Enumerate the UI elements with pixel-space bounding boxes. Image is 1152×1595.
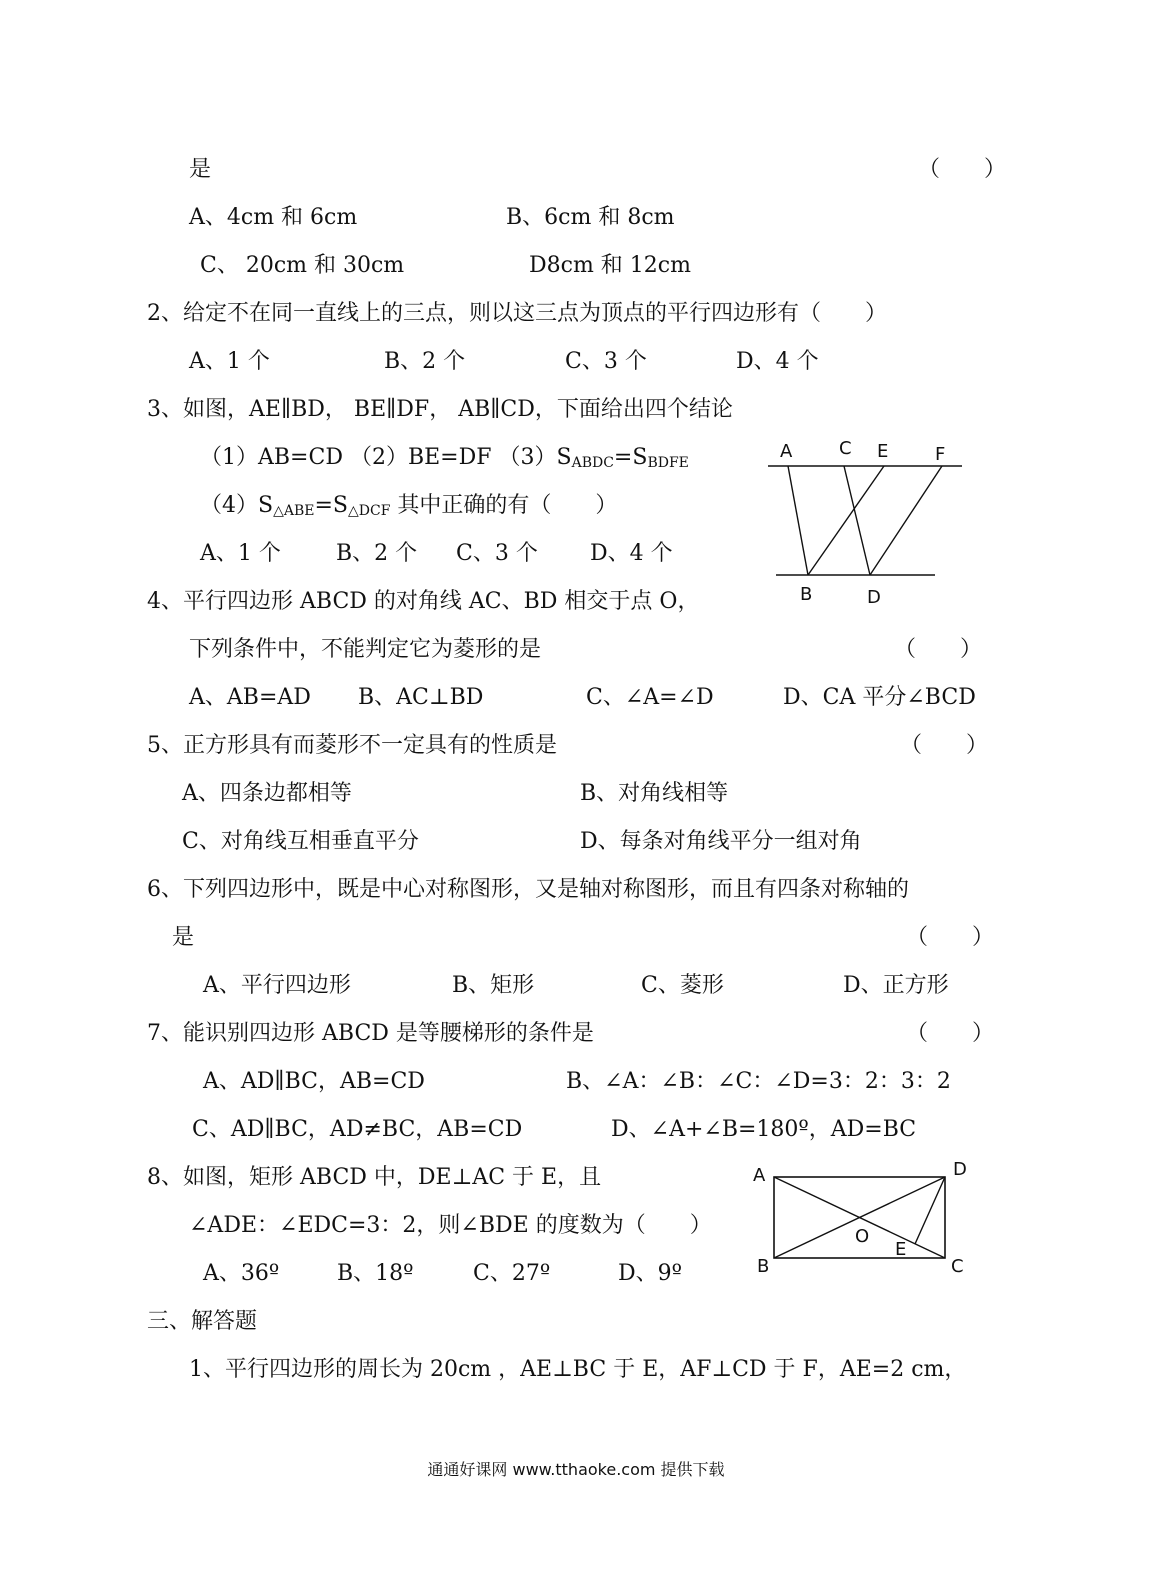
q4-option-d: D、CA 平分∠BCD <box>783 685 976 710</box>
q5-option-b: B、对角线相等 <box>580 781 729 806</box>
q6-text: 6、下列四边形中，既是中心对称图形，又是轴对称图形，而且有四条对称轴的 <box>147 877 909 902</box>
answer-paren-q6: （ ） <box>906 925 995 950</box>
fig1-label-b: B <box>800 584 813 605</box>
q3-statement-1: （1）AB=CD （2）BE=DF $(3)S_{ABDC}=S_{BDFE}$ <box>200 445 689 471</box>
fig2-label-d: D <box>953 1159 967 1180</box>
q6-option-d: D、正方形 <box>843 973 949 998</box>
q8-option-a: A、36º <box>203 1261 280 1286</box>
answer-paren-q4: （ ） <box>894 637 983 662</box>
q1-option-c: C、 20cm 和 30cm <box>200 253 405 278</box>
q5-option-d: D、每条对角线平分一组对角 <box>580 829 862 854</box>
q2-option-d: D、4 个 <box>736 349 819 374</box>
q4-text: 4、平行四边形 ABCD 的对角线 AC、BD 相交于点 O， <box>147 589 700 614</box>
answer-paren-q1: （ ） <box>918 157 1007 182</box>
fig1-label-d: D <box>867 587 881 608</box>
fig1-label-e: E <box>877 441 889 462</box>
q4-option-c: C、∠A=∠D <box>586 685 714 710</box>
q8-option-d: D、9º <box>618 1261 682 1286</box>
figure-parallel-lines <box>760 430 970 615</box>
q3-text: 3、如图，AE∥BD， BE∥DF， AB∥CD，下面给出四个结论 <box>147 397 733 422</box>
q6-option-b: B、矩形 <box>452 973 535 998</box>
footer-credit: 通通好课网 www.tthaoke.com 提供下载 <box>427 1460 725 1479</box>
q4-option-b: B、AC⊥BD <box>358 685 484 710</box>
fig2-label-o: O <box>855 1226 870 1247</box>
q2-option-c: C、3 个 <box>565 349 647 374</box>
q7-option-a: A、AD∥BC，AB=CD <box>203 1069 425 1094</box>
q1-continuation: 是 <box>189 157 212 182</box>
answer-paren-q5: （ ） <box>900 733 989 758</box>
q5-text: 5、正方形具有而菱形不一定具有的性质是 <box>147 733 557 758</box>
answer-paren-q7: （ ） <box>906 1021 995 1046</box>
q4-option-a: A、AB=AD <box>189 685 311 710</box>
q5-option-c: C、对角线互相垂直平分 <box>182 829 419 854</box>
q1-option-b: B、6cm 和 8cm <box>506 205 675 230</box>
q7-option-b: B、∠A：∠B：∠C：∠D=3：2：3：2 <box>566 1069 951 1094</box>
q3-option-b: B、2 个 <box>336 541 418 566</box>
q3-option-d: D、4 个 <box>590 541 673 566</box>
section-3-heading: 三、解答题 <box>147 1309 258 1334</box>
q2-option-a: A、1 个 <box>189 349 270 374</box>
q7-option-d: D、∠A+∠B=180º，AD=BC <box>611 1117 917 1142</box>
q4-text-2: 下列条件中，不能判定它为菱形的是 <box>189 637 542 662</box>
q7-text: 7、能识别四边形 ABCD 是等腰梯形的条件是 <box>147 1021 594 1046</box>
q2-text: 2、给定不在同一直线上的三点，则以这三点为顶点的平行四边形有（ ） <box>147 301 887 326</box>
q6-text-2: 是 <box>172 925 195 950</box>
solve-problem-1: 1、平行四边形的周长为 20cm ，AE⊥BC 于 E，AF⊥CD 于 F，AE=2 cm， <box>189 1357 967 1382</box>
fig2-label-e: E <box>895 1239 907 1260</box>
q1-option-d: D8cm 和 12cm <box>529 253 691 278</box>
q3-statement-2: $(4)S_{\triangle ABE}=S_{\triangle DCF}$ 其中正确的有（ ） <box>200 493 618 519</box>
fig1-label-c: C <box>839 438 852 459</box>
q8-option-c: C、27º <box>473 1261 551 1286</box>
q8-text: 8、如图，矩形 ABCD 中，DE⊥AC 于 E，且 <box>147 1165 602 1190</box>
q2-option-b: B、2 个 <box>384 349 466 374</box>
q3-option-c: C、3 个 <box>456 541 538 566</box>
q6-option-c: C、菱形 <box>641 973 724 998</box>
q5-option-a: A、四条边都相等 <box>182 781 352 806</box>
q3-option-a: A、1 个 <box>200 541 281 566</box>
fig1-label-f: F <box>935 444 946 465</box>
fig1-label-a: A <box>780 441 793 462</box>
fig2-label-b: B <box>757 1256 770 1277</box>
fig2-label-a: A <box>753 1165 766 1186</box>
q7-option-c: C、AD∥BC，AD≠BC，AB=CD <box>192 1117 523 1142</box>
q6-option-a: A、平行四边形 <box>203 973 351 998</box>
q8-text-2: ∠ADE：∠EDC=3：2，则∠BDE 的度数为（ ） <box>189 1213 712 1238</box>
fig2-label-c: C <box>951 1256 964 1277</box>
q8-option-b: B、18º <box>337 1261 414 1286</box>
q1-option-a: A、4cm 和 6cm <box>189 205 358 230</box>
figure-rectangle <box>745 1155 975 1280</box>
